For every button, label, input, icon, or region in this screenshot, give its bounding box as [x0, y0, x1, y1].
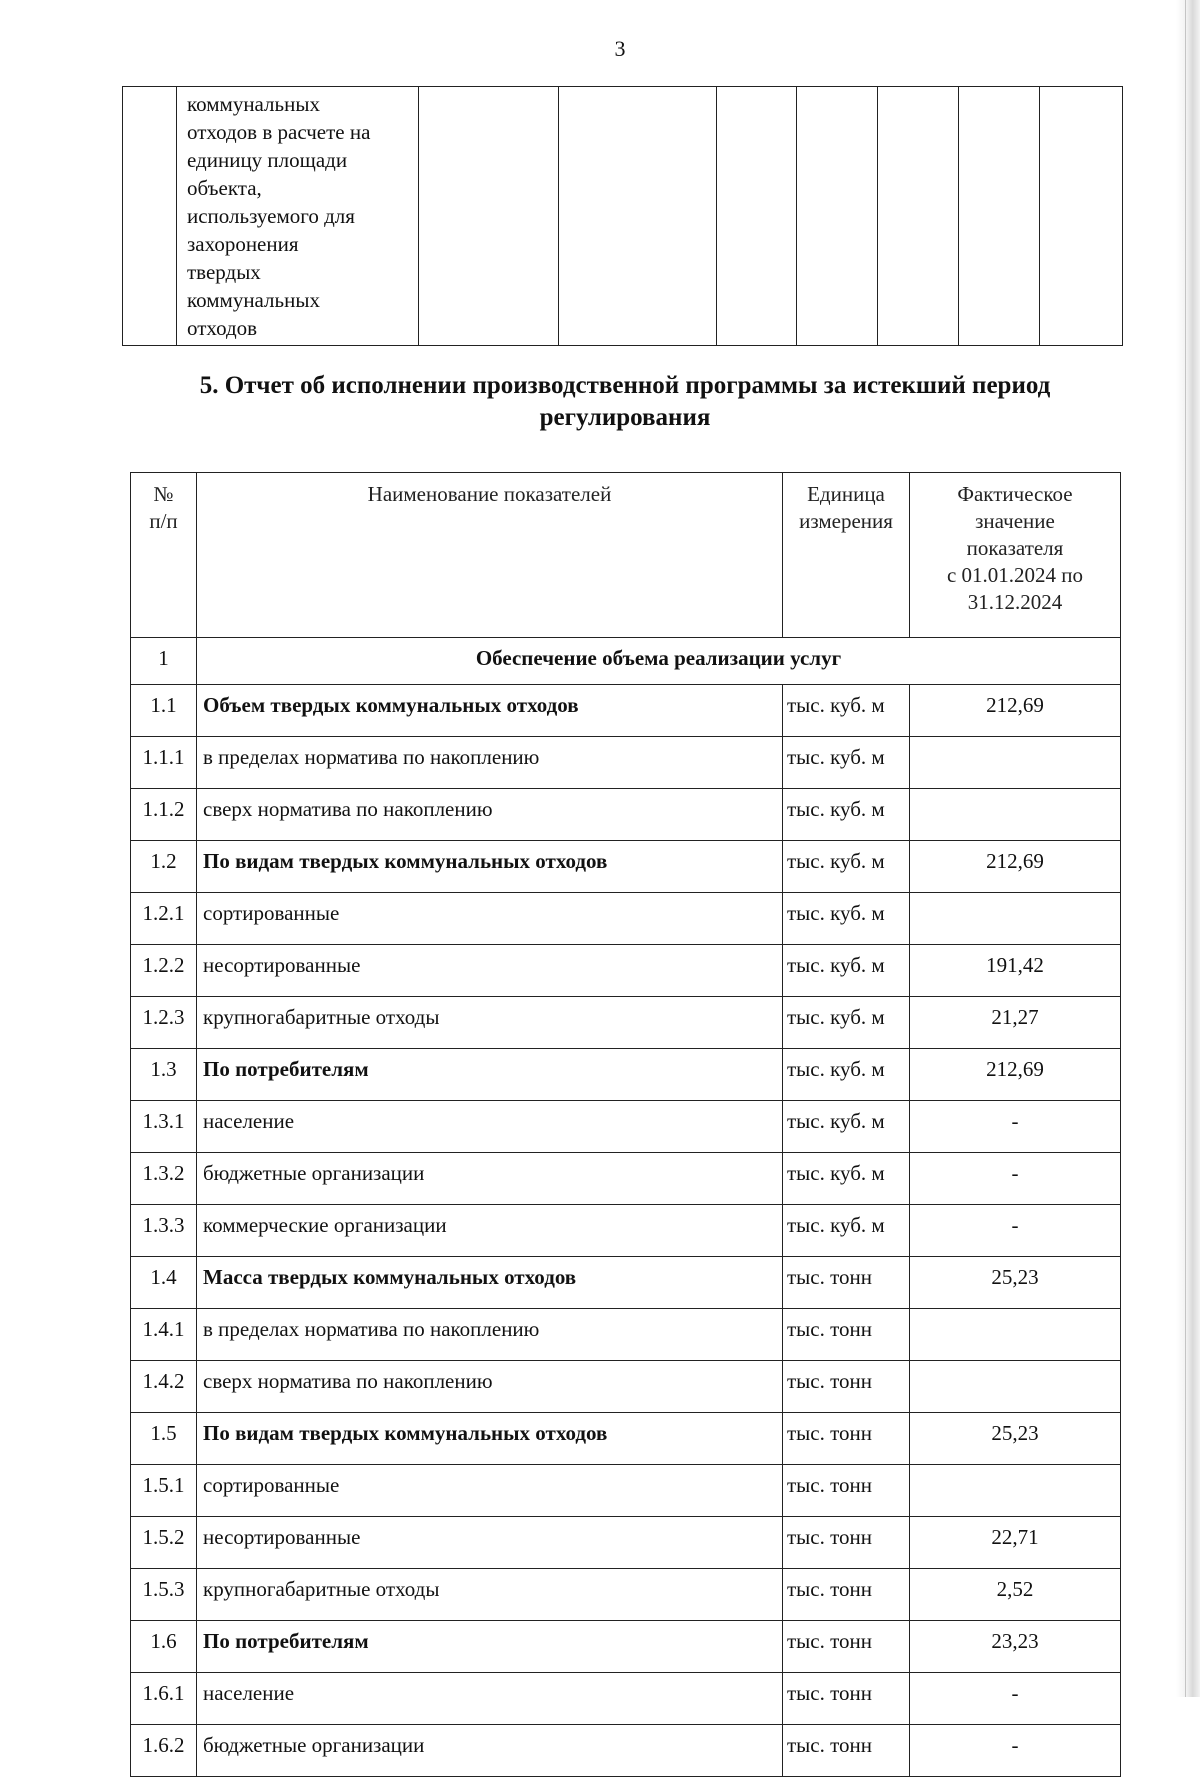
row-num: 1.4.1	[131, 1309, 197, 1361]
section-title-line: регулирования	[539, 404, 711, 431]
continued-table-row	[123, 87, 1123, 346]
row-name: Масса твердых коммунальных отходов	[197, 1257, 783, 1309]
row-num: 1.2.2	[131, 945, 197, 997]
row-unit: тыс. тонн	[783, 1569, 910, 1621]
row-num: 1.5.1	[131, 1465, 197, 1517]
continued-cell-empty	[419, 87, 559, 346]
continued-text-line: отходов в расчете на	[187, 120, 371, 144]
row-unit: тыс. тонн	[783, 1309, 910, 1361]
row-value: -	[910, 1153, 1121, 1205]
section-title-line: 5. Отчет об исполнении производственной программы за истекший период	[199, 372, 1051, 399]
table-row	[131, 1465, 1121, 1517]
row-value: 25,23	[910, 1257, 1121, 1309]
row-value: -	[910, 1725, 1121, 1777]
row-name: коммерческие организации	[197, 1205, 783, 1257]
row-unit: тыс. куб. м	[783, 997, 910, 1049]
row-num: 1.3.1	[131, 1101, 197, 1153]
row-unit: тыс. куб. м	[783, 841, 910, 893]
row-value	[910, 1465, 1121, 1517]
row-value	[910, 1361, 1121, 1413]
table-row	[131, 1361, 1121, 1413]
row-value: -	[910, 1205, 1121, 1257]
row-value: 2,52	[910, 1569, 1121, 1621]
header-num-line: №	[153, 482, 174, 506]
row-unit: тыс. тонн	[783, 1673, 910, 1725]
row-unit: тыс. тонн	[783, 1621, 910, 1673]
continued-table	[122, 86, 1123, 346]
header-value-line: показателя	[966, 536, 1064, 560]
row-num: 1.1.2	[131, 789, 197, 841]
row-name: По видам твердых коммунальных отходов	[197, 841, 783, 893]
page-edge-shadow	[1176, 0, 1200, 1697]
row-name: в пределах норматива по накоплению	[197, 737, 783, 789]
table-row	[131, 1049, 1121, 1101]
row-unit: тыс. тонн	[783, 1725, 910, 1777]
row-name: в пределах норматива по накоплению	[197, 1309, 783, 1361]
continued-text-line: единицу площади	[187, 148, 348, 172]
report-table	[130, 472, 1121, 1777]
header-num-line: п/п	[149, 509, 178, 533]
header-value-line: значение	[975, 509, 1055, 533]
table-row	[131, 945, 1121, 997]
row-unit: тыс. куб. м	[783, 1101, 910, 1153]
row-name: сверх норматива по накоплению	[197, 789, 783, 841]
row-unit: тыс. куб. м	[783, 685, 910, 737]
row-num: 1.2	[131, 841, 197, 893]
section-row	[131, 638, 1121, 685]
row-name: бюджетные организации	[197, 1153, 783, 1205]
row-value: 212,69	[910, 841, 1121, 893]
continued-cell-empty	[797, 87, 878, 346]
section-title	[130, 370, 1120, 434]
row-num: 1.5	[131, 1413, 197, 1465]
row-name: По потребителям	[197, 1049, 783, 1101]
header-num	[131, 473, 197, 638]
row-unit: тыс. куб. м	[783, 945, 910, 997]
table-row	[131, 1309, 1121, 1361]
row-unit: тыс. тонн	[783, 1517, 910, 1569]
continued-cell-empty	[559, 87, 717, 346]
header-unit-line: Единица	[807, 482, 885, 506]
row-unit: тыс. тонн	[783, 1257, 910, 1309]
table-row	[131, 685, 1121, 737]
continued-cell-name	[177, 87, 419, 346]
row-value	[910, 789, 1121, 841]
row-num: 1.4.2	[131, 1361, 197, 1413]
continued-cell-empty	[1040, 87, 1123, 346]
header-value-line: 31.12.2024	[967, 590, 1063, 614]
row-value: 212,69	[910, 685, 1121, 737]
section-num: 1	[131, 638, 197, 685]
table-row	[131, 789, 1121, 841]
table-row	[131, 893, 1121, 945]
row-unit: тыс. куб. м	[783, 737, 910, 789]
table-row	[131, 1101, 1121, 1153]
header-value-line: с 01.01.2024 по	[946, 563, 1084, 587]
row-value	[910, 893, 1121, 945]
row-name: бюджетные организации	[197, 1725, 783, 1777]
row-num: 1.6	[131, 1621, 197, 1673]
table-row	[131, 1153, 1121, 1205]
row-num: 1.2.1	[131, 893, 197, 945]
row-name: сортированные	[197, 1465, 783, 1517]
table-row	[131, 1673, 1121, 1725]
header-value	[910, 473, 1121, 638]
continued-cell-empty	[717, 87, 797, 346]
row-name: сверх норматива по накоплению	[197, 1361, 783, 1413]
row-unit: тыс. куб. м	[783, 789, 910, 841]
header-value-line: Фактическое	[957, 482, 1073, 506]
row-num: 1.3	[131, 1049, 197, 1101]
table-row	[131, 1257, 1121, 1309]
row-value: -	[910, 1101, 1121, 1153]
row-value: 22,71	[910, 1517, 1121, 1569]
section-row-title: Обеспечение объема реализации услуг	[197, 638, 1121, 685]
row-num: 1.3.3	[131, 1205, 197, 1257]
row-name: По видам твердых коммунальных отходов	[197, 1413, 783, 1465]
row-unit: тыс. тонн	[783, 1413, 910, 1465]
row-unit: тыс. тонн	[783, 1361, 910, 1413]
table-row	[131, 1517, 1121, 1569]
row-num: 1.5.2	[131, 1517, 197, 1569]
row-value: 23,23	[910, 1621, 1121, 1673]
row-value: 21,27	[910, 997, 1121, 1049]
table-row	[131, 1621, 1121, 1673]
row-name: крупногабаритные отходы	[197, 1569, 783, 1621]
table-row	[131, 997, 1121, 1049]
row-value	[910, 737, 1121, 789]
continued-cell-empty	[959, 87, 1040, 346]
row-num: 1.6.2	[131, 1725, 197, 1777]
row-value: 25,23	[910, 1413, 1121, 1465]
row-num: 1.1.1	[131, 737, 197, 789]
continued-text-line: твердых	[187, 260, 261, 284]
row-num: 1.3.2	[131, 1153, 197, 1205]
page-number: 3	[614, 36, 626, 61]
table-row	[131, 1725, 1121, 1777]
continued-text-line: объекта,	[187, 176, 262, 200]
row-name: несортированные	[197, 1517, 783, 1569]
row-num: 1.1	[131, 685, 197, 737]
row-num: 1.6.1	[131, 1673, 197, 1725]
row-unit: тыс. куб. м	[783, 1205, 910, 1257]
continued-text-line: захоронения	[187, 232, 299, 256]
continued-text-line: используемого для	[187, 204, 355, 228]
continued-cell-num	[123, 87, 177, 346]
header-name: Наименование показателей	[197, 473, 783, 638]
row-value	[910, 1309, 1121, 1361]
table-row	[131, 1205, 1121, 1257]
row-unit: тыс. куб. м	[783, 1153, 910, 1205]
row-name: население	[197, 1673, 783, 1725]
row-name: несортированные	[197, 945, 783, 997]
continued-text-line: отходов	[187, 316, 258, 340]
row-unit: тыс. куб. м	[783, 1049, 910, 1101]
table-row	[131, 841, 1121, 893]
continued-cell-empty	[878, 87, 959, 346]
row-name: Объем твердых коммунальных отходов	[197, 685, 783, 737]
table-header-row	[131, 473, 1121, 638]
table-row	[131, 737, 1121, 789]
row-value: -	[910, 1673, 1121, 1725]
table-row	[131, 1569, 1121, 1621]
header-unit	[783, 473, 910, 638]
row-value: 191,42	[910, 945, 1121, 997]
row-name: крупногабаритные отходы	[197, 997, 783, 1049]
continued-text-line: коммунальных	[187, 288, 320, 312]
row-name: По потребителям	[197, 1621, 783, 1673]
row-num: 1.5.3	[131, 1569, 197, 1621]
row-num: 1.2.3	[131, 997, 197, 1049]
row-unit: тыс. тонн	[783, 1465, 910, 1517]
row-value: 212,69	[910, 1049, 1121, 1101]
row-unit: тыс. куб. м	[783, 893, 910, 945]
header-unit-line: измерения	[799, 509, 893, 533]
table-row	[131, 1413, 1121, 1465]
row-name: сортированные	[197, 893, 783, 945]
row-name: население	[197, 1101, 783, 1153]
continued-text-line: коммунальных	[187, 92, 320, 116]
row-num: 1.4	[131, 1257, 197, 1309]
